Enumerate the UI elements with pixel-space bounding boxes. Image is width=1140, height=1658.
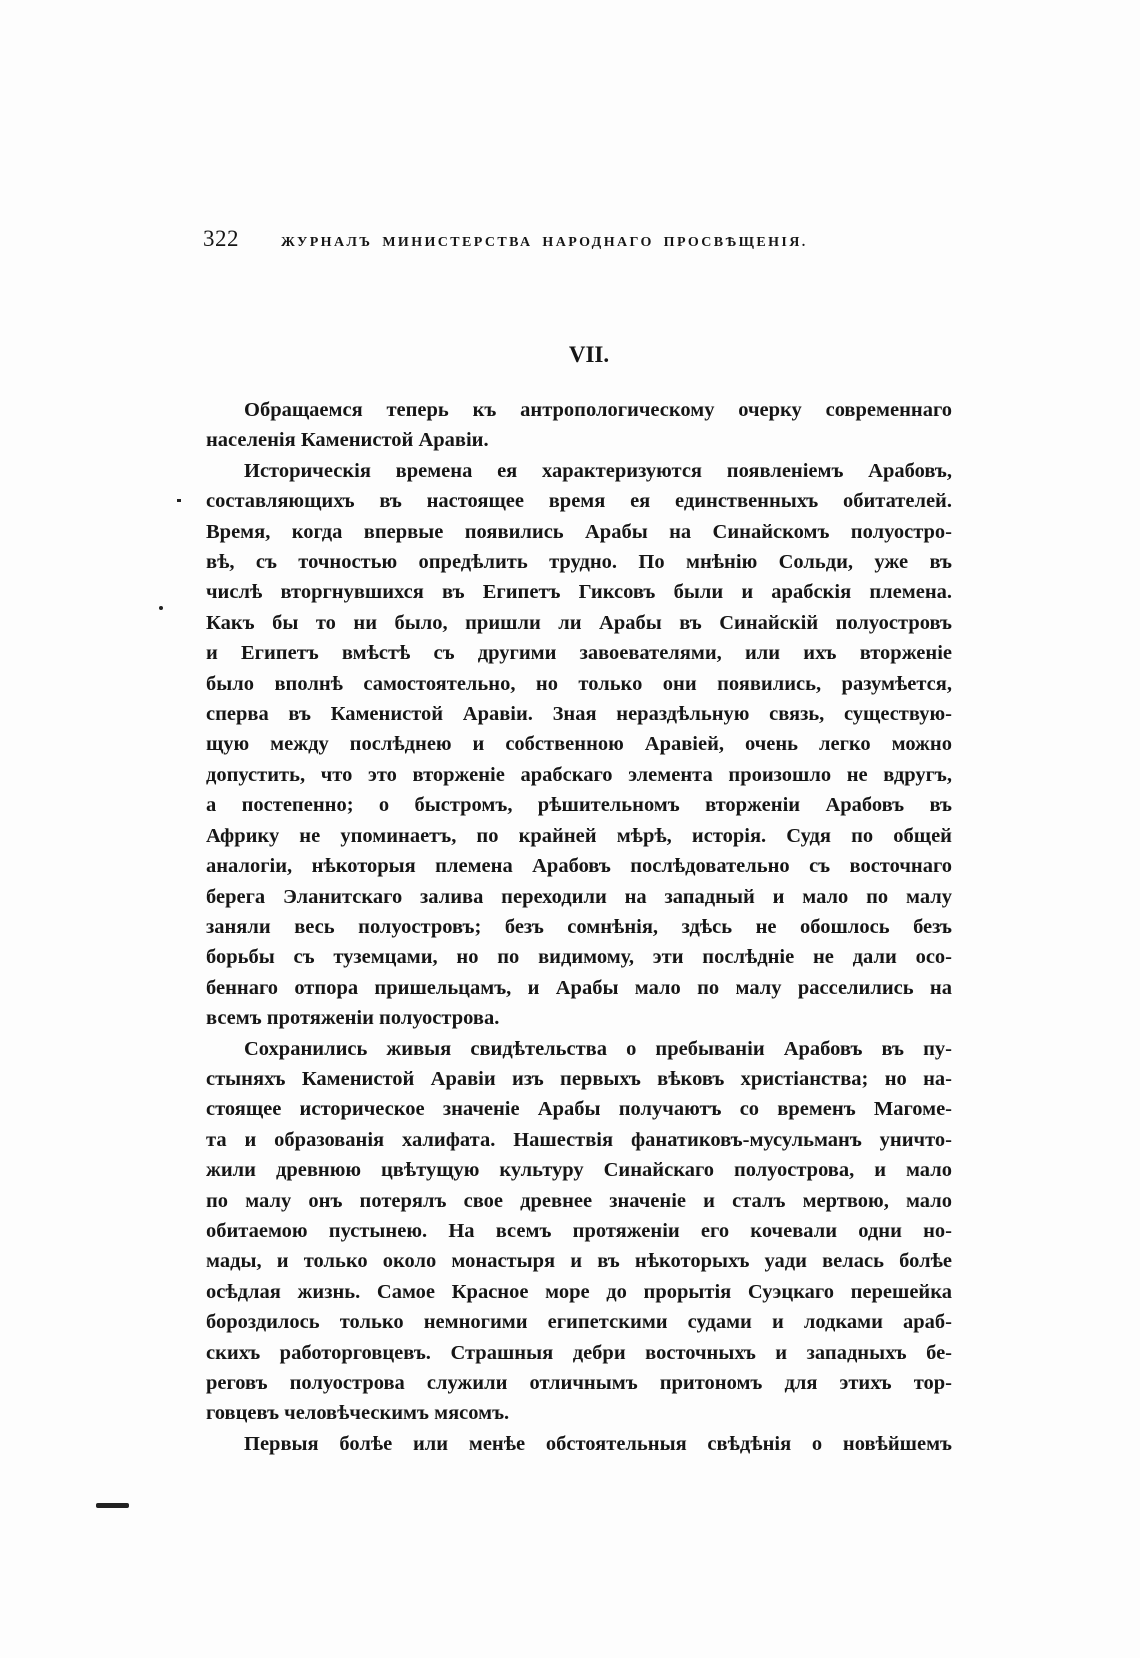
text-line: стоящее историческое значеніе Арабы получаютъ со временъ Магоме- <box>206 1098 952 1121</box>
text-line: жили древнюю цвѣтущую культуру Синайскаго полуострова, и мало <box>206 1159 952 1182</box>
text-line: та и образованія халифата. Нашествія фанатиковъ-мусульманъ уничто- <box>206 1128 952 1151</box>
text-line: скихъ работорговцевъ. Страшныя дебри восточныхъ и западныхъ бе- <box>206 1341 952 1364</box>
text-line: Сохранились живыя свидѣтельства о пребываніи Арабовъ въ пу- <box>244 1037 952 1060</box>
text-line: заняли весь полуостровъ; безъ сомнѣнія, здѣсь не обошлось безъ <box>206 915 952 938</box>
text-line: вѣ, съ точностью опредѣлить трудно. По мнѣнію Сольди, уже въ <box>206 551 952 574</box>
text-line: бороздилось только немногими египетскими судами и лодками араб- <box>206 1311 952 1334</box>
text-line: осѣдлая жизнь. Самое Красное море до прорытія Суэцкаго перешейка <box>206 1280 952 1303</box>
body-text <box>206 395 952 1459</box>
text-line: всемъ протяженіи полуострова. <box>206 1007 500 1030</box>
text-line: берега Эланитскаго залива переходили на западный и мало по малу <box>206 885 952 908</box>
text-line: составляющихъ въ настоящее время ея единственныхъ обитателей. <box>206 490 952 513</box>
text-line: и Египетъ вмѣстѣ съ другими завоевателями, или ихъ вторженіе <box>206 642 952 665</box>
paragraph-3 <box>206 1034 952 1429</box>
text-line: аналогіи, нѣкоторыя племена Арабовъ послѣдовательно съ восточнаго <box>206 855 952 878</box>
paragraph-1 <box>206 395 952 456</box>
text-line: было вполнѣ самостоятельно, но только они появились, разумѣется, <box>206 672 952 695</box>
paragraph-4 <box>206 1429 952 1459</box>
text-line: числѣ вторгнувшихся въ Египетъ Гиксовъ были и арабскія племена. <box>206 581 952 604</box>
text-line: обитаемою пустынею. На всемъ протяженіи его кочевали одни но- <box>206 1219 952 1242</box>
text-line: стыняхъ Каменистой Аравіи изъ первыхъ вѣковъ христіанства; но на- <box>206 1067 952 1090</box>
text-line: щую между послѣднею и собственною Аравіей, очень легко можно <box>206 733 952 756</box>
journal-title: ЖУРНАЛЪ МИНИСТЕРСТВА НАРОДНАГО ПРОСВѢЩЕНІЯ. <box>281 235 808 250</box>
margin-dot-mark <box>159 606 163 610</box>
text-line: реговъ полуострова служили отличнымъ притономъ для этихъ тор- <box>206 1372 952 1394</box>
text-line: населенія Каменистой Аравіи. <box>206 429 489 452</box>
running-head <box>203 226 933 252</box>
text-line: Обращаемся теперь къ антропологическому очерку современнаго <box>244 399 952 421</box>
text-line: Африку не упоминаетъ, по крайней мѣрѣ, исторія. Судя по общей <box>206 824 952 847</box>
margin-dot-mark <box>177 499 181 502</box>
text-line: по малу онъ потерялъ свое древнее значеніе и сталъ мертвою, мало <box>206 1189 952 1212</box>
text-line: беннаго отпора пришельцамъ, и Арабы мало по малу расселились на <box>206 976 952 999</box>
text-line: допустить, что это вторженіе арабскаго элемента произошло не вдругъ, <box>206 763 952 786</box>
section-heading: VII. <box>568 342 610 367</box>
text-line: сперва въ Каменистой Аравіи. Зная нераздѣльную связь, существую- <box>206 703 952 726</box>
text-line: Историческія времена ея характеризуются появленіемъ Арабовъ, <box>244 459 952 482</box>
paragraph-2 <box>206 456 952 1034</box>
text-line: борьбы съ туземцами, но по видимому, эти послѣдніе не дали осо- <box>206 946 952 969</box>
text-line: мады, и только около монастыря и въ нѣкоторыхъ уади велась болѣе <box>206 1250 952 1273</box>
text-line: говцевъ человѣческимъ мясомъ. <box>206 1402 510 1425</box>
text-line: Время, когда впервые появились Арабы на Синайскомъ полуостро- <box>206 520 952 543</box>
text-line: Какъ бы то ни было, пришли ли Арабы въ Синайскій полуостровъ <box>206 611 952 634</box>
text-line: а постепенно; о быстромъ, рѣшительномъ вторженіи Арабовъ въ <box>206 794 952 817</box>
margin-dash-mark <box>96 1503 129 1508</box>
page-number: 322 <box>203 226 239 251</box>
text-line: Первыя болѣе или менѣе обстоятельныя свѣдѣнія о новѣйшемъ <box>244 1432 952 1455</box>
